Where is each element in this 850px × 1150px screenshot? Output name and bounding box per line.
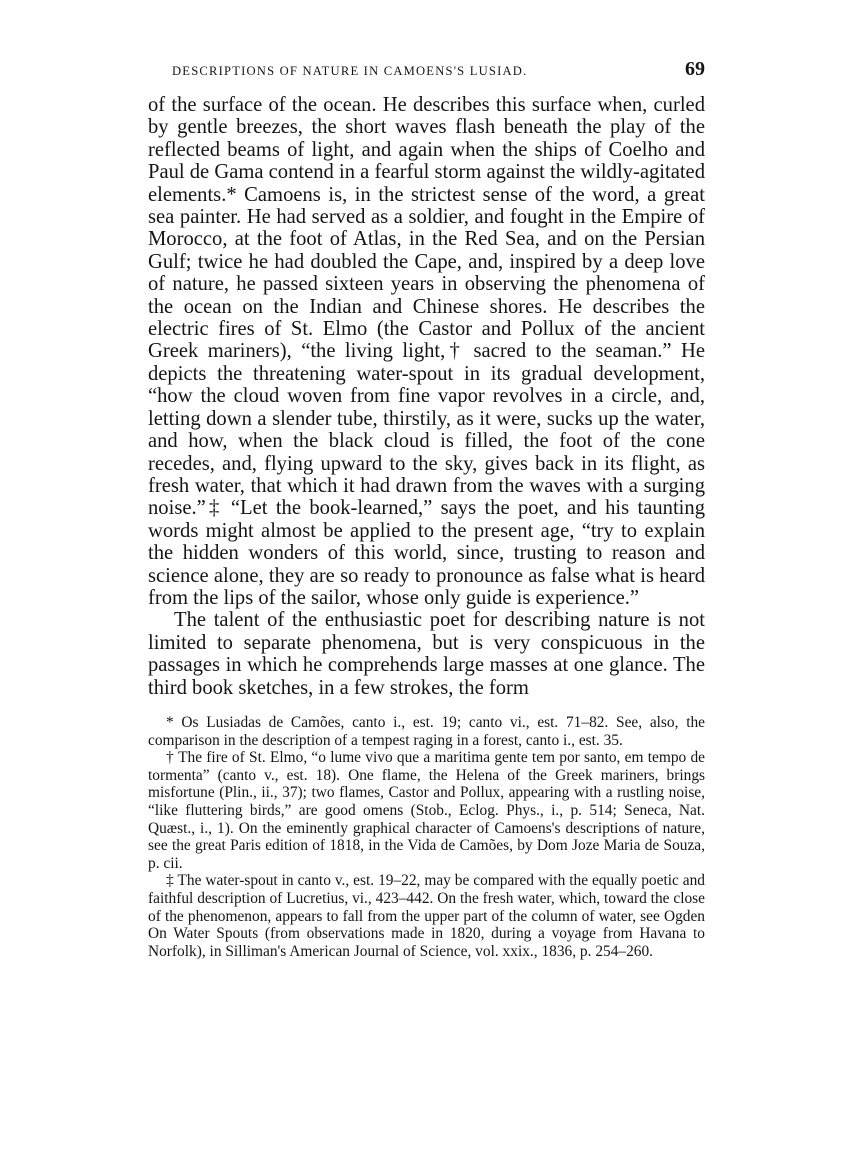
body-text [148, 94, 705, 699]
footnotes [148, 714, 705, 960]
footnote: † The fire of St. Elmo, “o lume vivo que a maritima gente tem por santo, em tempo de tormenta” (canto v., est. 18). One flame, the Helena of the Greek mariners, brings misfortune (Plin., ii., 37); two flames, Castor and Pollux, appearing with a rustling noise, “like fluttering birds,” are good omens (Stob., Eclog. Phys., i., p. 514; Seneca, Nat. Quæst., i., 1). On the eminently graphical character of Camoens's descriptions of nature, see the great Paris edition of 1818, in the Vida de Camões, by Dom Joze Maria de Souza, p. cii. [148, 749, 705, 872]
body-paragraph: of the surface of the ocean. He describes this surface when, curled by gentle breezes, the short waves flash beneath the play of the reflected beams of light, and again when the ships of Coelho and Paul de Gama contend in a fearful storm against the wildly-agitated elements.* Camoens is, in the strictest sense of the word, a great sea painter. He had served as a soldier, and fought in the Empire of Morocco, at the foot of Atlas, in the Red Sea, and on the Persian Gulf; twice he had doubled the Cape, and, inspired by a deep love of nature, he passed sixteen years in observing the phenomena of the ocean on the Indian and Chinese shores. He describes the electric fires of St. Elmo (the Castor and Pollux of the ancient Greek mariners), “the living light,† sacred to the seaman.” He depicts the threatening water-spout in its gradual development, “how the cloud woven from fine vapor revolves in a circle, and, letting down a slender tube, thirstily, as it were, sucks up the water, and how, when the black cloud is filled, the foot of the cone recedes, and, flying upward to the sky, gives back in its flight, as fresh water, that which it had drawn from the waves with a surging noise.”‡ “Let the book-learned,” says the poet, and his taunting words might almost be applied to the present age, “try to explain the hidden wonders of this world, since, trusting to reason and science alone, they are so ready to pronounce as false what is heard from the lips of the sailor, whose only guide is experience.” [148, 94, 705, 609]
running-title: DESCRIPTIONS OF NATURE IN CAMOENS'S LUSIAD. [172, 64, 528, 78]
running-head [172, 58, 705, 94]
footnote: ‡ The water-spout in canto v., est. 19–22, may be compared with the equally poetic and faithful description of Lucretius, vi., 423–442. On the fresh water, which, toward the close of the phenomenon, appears to fall from the upper part of the column of water, see Ogden On Water Spouts (from observations made in 1820, during a voyage from Havana to Norfolk), in Silliman's American Journal of Science, vol. xxix., 1836, p. 254–260. [148, 872, 705, 960]
page-number: 69 [685, 58, 705, 80]
body-paragraph: The talent of the enthusiastic poet for describing nature is not limited to separate phenomena, but is very conspicuous in the passages in which he comprehends large masses at one glance. The third book sketches, in a few strokes, the form [148, 609, 705, 699]
book-page [148, 58, 705, 960]
footnote: * Os Lusiadas de Camões, canto i., est. 19; canto vi., est. 71–82. See, also, the comparison in the description of a tempest raging in a forest, canto i., est. 35. [148, 713, 705, 749]
